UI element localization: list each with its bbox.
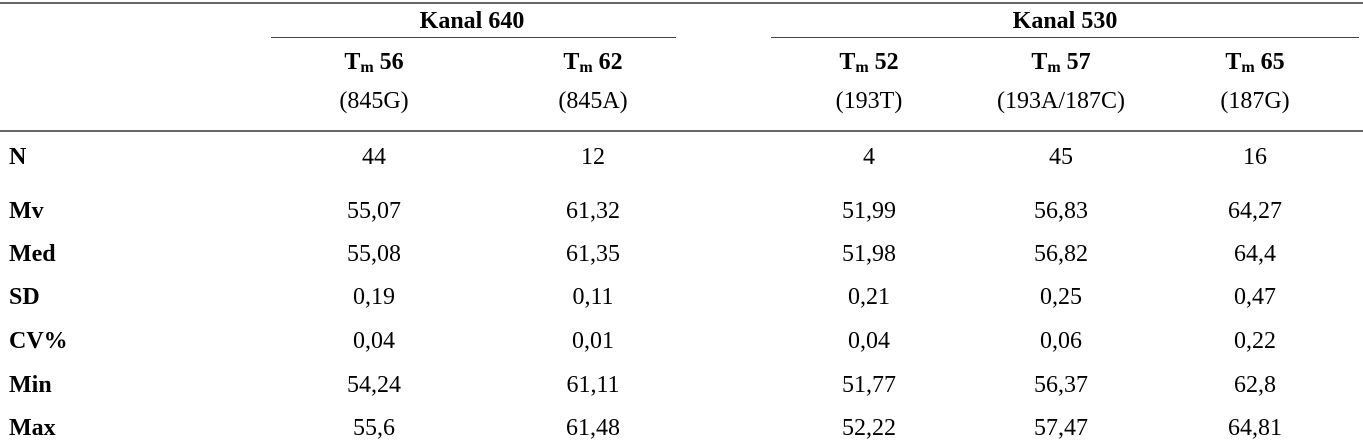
table-cell: 51,77	[842, 372, 896, 398]
table-cell: 4	[863, 144, 875, 170]
table-cell: 45	[1049, 144, 1073, 170]
row-label: N	[9, 144, 27, 170]
column-header: Tm 52	[839, 49, 899, 76]
table-cell: 64,81	[1228, 415, 1282, 441]
group-rule-kanal-640	[271, 37, 676, 38]
table-cell: 57,47	[1034, 415, 1088, 441]
column-header: Tm 62	[563, 49, 623, 76]
table-cell: 56,37	[1034, 372, 1088, 398]
table-cell: 0,22	[1234, 328, 1276, 354]
table-cell: 0,19	[353, 284, 395, 310]
row-label: CV%	[9, 328, 68, 354]
row-label: Med	[9, 241, 56, 267]
table-cell: 0,04	[848, 328, 890, 354]
table-cell: 0,47	[1234, 284, 1276, 310]
row-label: Max	[9, 415, 56, 441]
table-top-rule	[0, 2, 1363, 4]
table-cell: 0,21	[848, 284, 890, 310]
table-cell: 55,07	[347, 198, 401, 224]
row-label: Mv	[9, 198, 44, 224]
table-cell: 62,8	[1234, 372, 1276, 398]
table-cell: 0,04	[353, 328, 395, 354]
group-header-kanal-640: Kanal 640	[419, 8, 525, 34]
table-cell: 51,99	[842, 198, 896, 224]
header-body-rule	[0, 130, 1363, 132]
table-cell: 64,27	[1228, 198, 1282, 224]
table-cell: 64,4	[1234, 241, 1276, 267]
table-cell: 51,98	[842, 241, 896, 267]
table-cell: 0,01	[572, 328, 614, 354]
table-cell: 0,11	[572, 284, 614, 310]
table-cell: 61,11	[566, 372, 620, 398]
table-cell: 61,35	[566, 241, 620, 267]
group-rule-kanal-530	[771, 37, 1359, 38]
table-cell: 56,82	[1034, 241, 1088, 267]
table-cell: 16	[1243, 144, 1267, 170]
table-cell: 61,48	[566, 415, 620, 441]
table-cell: 61,32	[566, 198, 620, 224]
table-cell: 55,08	[347, 241, 401, 267]
column-variant: (193A/187C)	[997, 88, 1125, 114]
column-header: Tm 56	[344, 49, 404, 76]
table-cell: 0,06	[1040, 328, 1082, 354]
table-cell: 52,22	[842, 415, 896, 441]
table-cell: 12	[581, 144, 605, 170]
row-label: Min	[9, 372, 52, 398]
column-variant: (193T)	[835, 88, 903, 114]
group-header-kanal-530: Kanal 530	[1012, 8, 1118, 34]
table-cell: 54,24	[347, 372, 401, 398]
column-header: Tm 65	[1225, 49, 1285, 76]
table-cell: 55,6	[353, 415, 395, 441]
table-cell: 44	[362, 144, 386, 170]
column-header: Tm 57	[1031, 49, 1091, 76]
column-variant: (845G)	[339, 88, 409, 114]
row-label: SD	[9, 284, 40, 310]
table-cell: 56,83	[1034, 198, 1088, 224]
column-variant: (845A)	[558, 88, 628, 114]
table-cell: 0,25	[1040, 284, 1082, 310]
column-variant: (187G)	[1220, 88, 1290, 114]
